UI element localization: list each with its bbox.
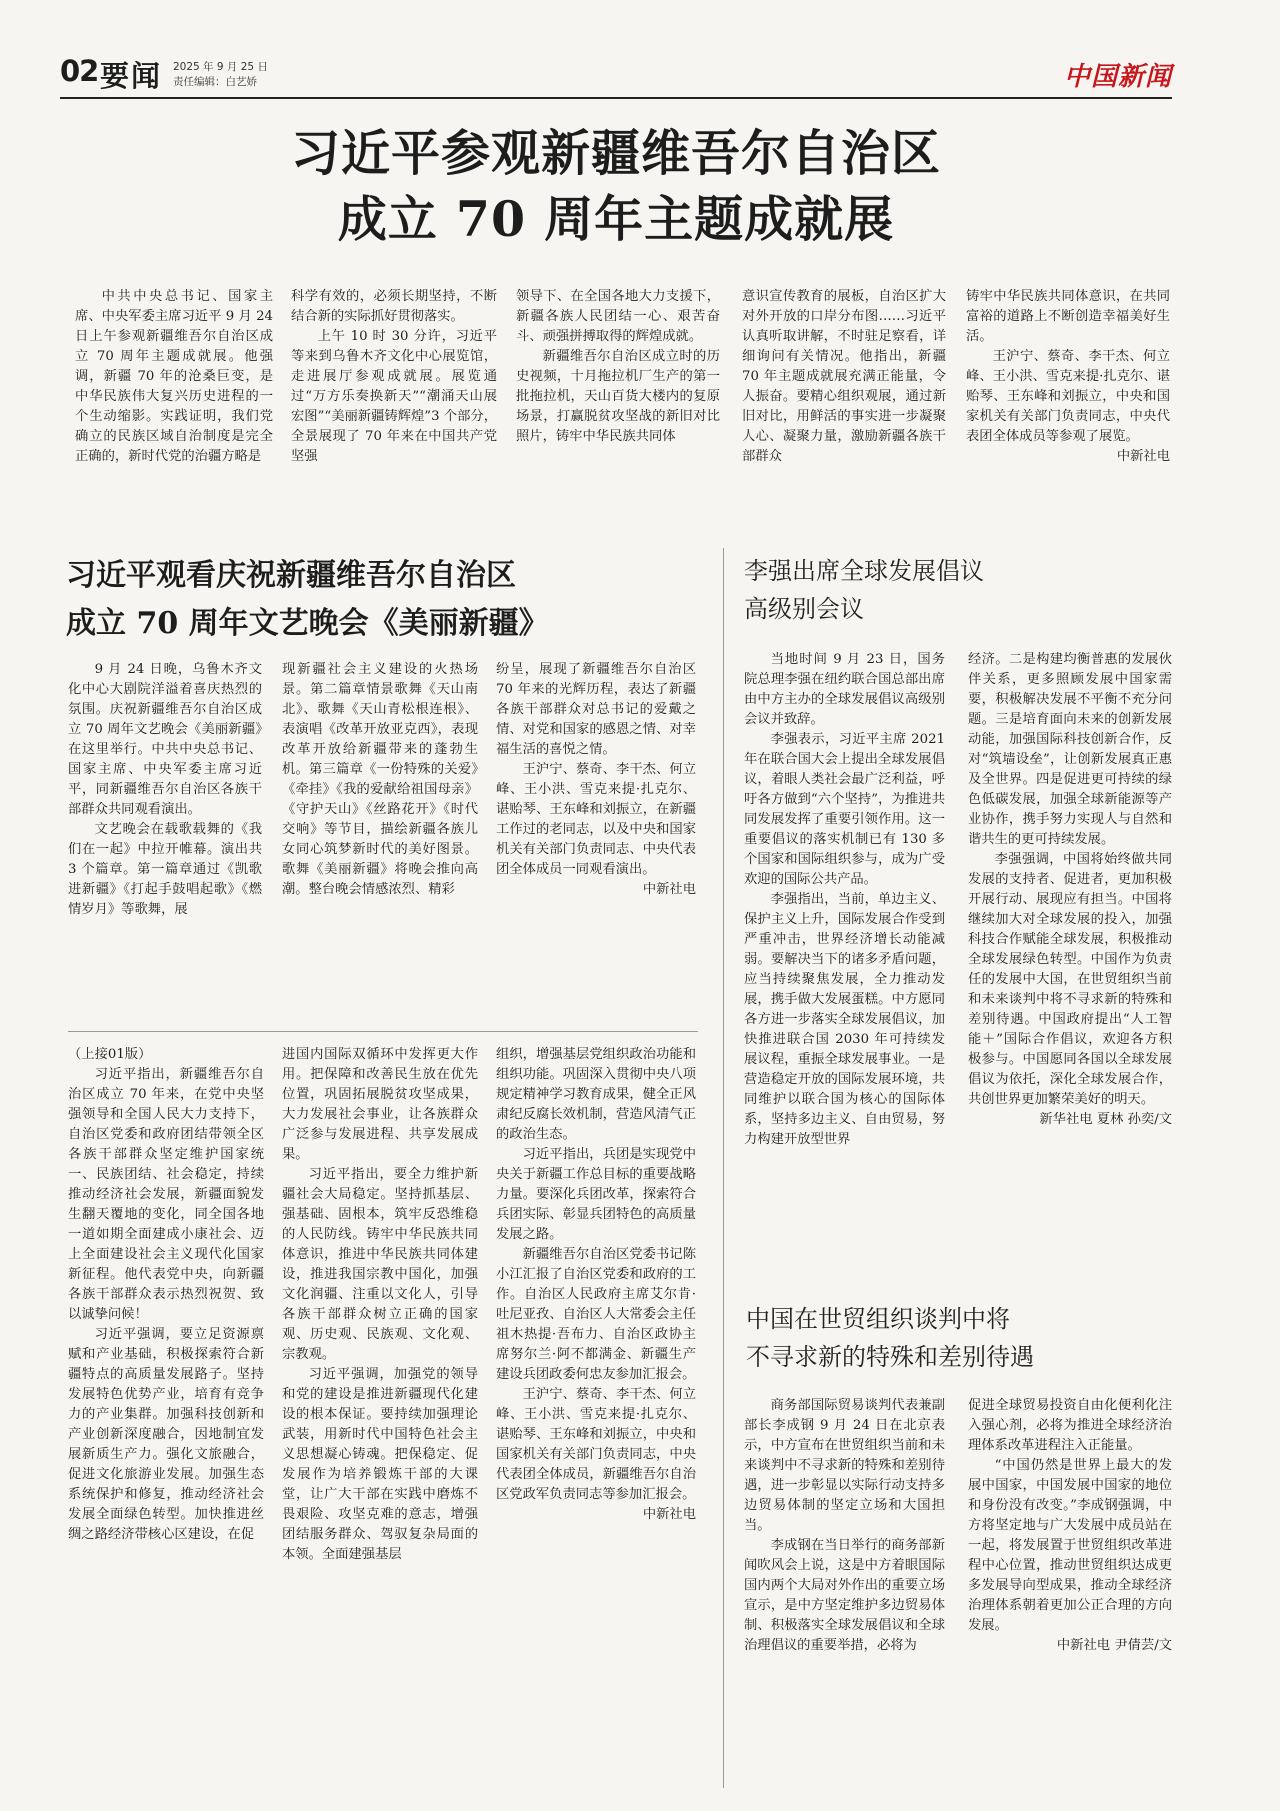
article1-column-4 xyxy=(742,287,946,467)
section-name: 要闻 xyxy=(100,59,163,93)
paragraph: 文艺晚会在载歌载舞的《我们在一起》中拉开帷幕。演出共 3 个篇章。第一篇章通过《凯歌进新疆》《打起手鼓唱起歌》《燃情岁月》等歌舞，展 xyxy=(68,822,262,917)
byline: 新华社电 夏林 孙奕/文 xyxy=(1039,1112,1172,1127)
article5-title xyxy=(746,1300,1172,1376)
paragraph: 习近平指出，新疆维吾尔自治区成立 70 年来，在党中央坚强领导和全国人民大力支持下，自治区党委和政府团结带领全区各族干部群众坚定维护国家统一、民族团结、社会稳定，持续推动经济社会发展，新疆面貌发生翻天覆地的变化，同全国各地一道如期全面建成小康社会、迈上全面建设社会主义现代化国家新征程。他代表党中央，向新疆各族干部群众表示热烈祝贺、致以诚挚问候！ xyxy=(68,1067,264,1322)
article2-column-3 xyxy=(496,660,696,900)
page-number: 02 xyxy=(60,54,99,88)
article4-title-line2: 高级别会议 xyxy=(744,595,864,623)
paragraph: 当地时间 9 月 23 日，国务院总理李强在纽约联合国总部出席由中方主办的全球发展倡议高级别会议并致辞。 xyxy=(744,652,945,727)
article1-column-3 xyxy=(516,287,720,447)
paragraph: 进国内国际双循环中发挥更大作用。把保障和改善民生放在优先位置，巩固拓展脱贫攻坚成果，大力发展社会事业，让各族群众广泛参与发展进程、共享发展成果。 xyxy=(282,1047,478,1162)
issue-date: 2025 年 9 月 25 日 xyxy=(173,61,268,73)
paragraph: 新疆维吾尔自治区党委书记陈小江汇报了自治区党委和政府的工作。自治区人民政府主席艾尔肯·吐尼亚孜、自治区人大常委会主任祖木热提·吾布力、自治区政协主席努尔兰·阿不都满金、新疆生产建设兵团政委何忠友参加汇报会。 xyxy=(496,1247,696,1382)
section-divider xyxy=(68,1031,698,1032)
article1-column-1 xyxy=(75,287,273,467)
byline: 中新社电 xyxy=(642,882,696,897)
article1-column-5 xyxy=(966,287,1170,467)
paragraph: 李强指出，当前，单边主义、保护主义上升，国际发展合作受到严重冲击，世界经济增长动能减弱。要解决当下的诸多矛盾问题，应当持续聚焦发展，全力推动发展，携手做大发展蛋糕。中方愿同各方进一步落实全球发展倡议，加快推进联合国 2030 年可持续发展议程，重振全球发展事业。一是营造稳定开放的国际发展环境，共同维护以联合国为核心的国际体系，坚持多边主义、自由贸易，努力构建开放型世界 xyxy=(744,892,945,1147)
paragraph: 习近平指出，兵团是实现党中央关于新疆工作总目标的重要战略力量。要深化兵团改革，探索符合兵团实际、彰显兵团特色的高质量发展之路。 xyxy=(496,1147,696,1242)
paragraph: 习近平指出，要全力维护新疆社会大局稳定。坚持抓基层、强基础、固根本，筑牢反恐维稳的人民防线。铸牢中华民族共同体意识，推进中华民族共同体建设，推进我国宗教中国化，加强文化润疆、注重以文化人，引导各族干部群众树立正确的国家观、历史观、民族观、文化观、宗教观。 xyxy=(282,1167,478,1362)
paragraph: 意识宣传教育的展板，自治区扩大对外开放的口岸分布图……习近平认真听取讲解，不时驻足察看，详细询问有关情况。他指出，新疆 70 年主题成就展充满正能量，令人振奋。要精心组织观展，通过新旧对比，用鲜活的事实进一步凝聚人心、凝聚力量，激励新疆各族干部群众 xyxy=(742,289,946,464)
paragraph: 9 月 24 日晚，乌鲁木齐文化中心大剧院洋溢着喜庆热烈的氛围。庆祝新疆维吾尔自治区成立 70 周年文艺晚会《美丽新疆》在这里举行。中共中央总书记、国家主席、中央军委主席习近平，同新疆维吾尔自治区各族干部群众共同观看演出。 xyxy=(68,662,262,817)
byline: 中新社电 尹倩芸/文 xyxy=(1056,1638,1172,1653)
paragraph: 纷呈，展现了新疆维吾尔自治区 70 年来的光辉历程，表达了新疆各族干部群众对总书记的爱戴之情、对党和国家的感恩之情、对幸福生活的喜悦之情。 xyxy=(496,662,696,757)
article4-column-2 xyxy=(968,650,1172,1130)
paragraph: 王沪宁、蔡奇、李干杰、何立峰、王小洪、雪克来提·扎克尔、谌贻琴、王东峰和刘振立，在新疆工作过的老同志，以及中央和国家机关有关部门负责同志、中央代表团全体成员一同观看演出。 xyxy=(496,762,696,877)
article1-title-line2: 成立 70 周年主题成就展 xyxy=(337,190,895,248)
article5-column-2 xyxy=(968,1396,1172,1656)
article2-title-line1: 习近平观看庆祝新疆维吾尔自治区 xyxy=(66,558,516,593)
article1-title xyxy=(60,120,1172,252)
issue-meta xyxy=(173,60,268,90)
article2-title-line2: 成立 70 周年文艺晚会《美丽新疆》 xyxy=(66,606,549,641)
article2-column-2 xyxy=(282,660,478,900)
paragraph: 组织，增强基层党组织政治功能和组织功能。巩固深入贯彻中央八项规定精神学习教育成果，健全正风肃纪反腐长效机制，营造风清气正的政治生态。 xyxy=(496,1047,696,1142)
paragraph: 促进全球贸易投资自由化便利化注入强心剂，必将为推进全球经济治理体系改革进程注入正能量。 xyxy=(968,1398,1172,1453)
paragraph: 中共中央总书记、国家主席、中央军委主席习近平 9 月 24 日上午参观新疆维吾尔自治区成立 70 周年主题成就展。他强调，新疆 70 年的沧桑巨变，是中华民族伟大复兴历史进程的一个生动缩影。实践证明，我们党确立的民族区域自治制度是完全正确的，新时代党的治疆方略是 xyxy=(75,289,273,464)
paragraph: 科学有效的，必须长期坚持，不断结合新的实际抓好贯彻落实。 xyxy=(291,289,497,324)
article1-title-line1: 习近平参观新疆维吾尔自治区 xyxy=(290,124,941,182)
column-divider xyxy=(723,548,724,1788)
article3-column-2 xyxy=(282,1045,478,1565)
paragraph: 现新疆社会主义建设的火热场景。第二篇章情景歌舞《天山南北》、歌舞《天山青松根连根》、表演唱《改革开放亚克西》，表现改革开放给新疆带来的蓬勃生机。第三篇章《一份特殊的关爱》《牵挂》《我的爱献给祖国母亲》《守护天山》《丝路花开》《时代交响》等节目，描绘新疆各族儿女同心筑梦新时代的美好图景。歌舞《美丽新疆》将晚会推向高潮。整台晚会情感浓烈、精彩 xyxy=(282,662,478,897)
paragraph: 王沪宁、蔡奇、李干杰、何立峰、王小洪、雪克来提·扎克尔、谌贻琴、王东峰和刘振立，中央和国家机关有关部门负责同志，中央代表团全体成员等参观了展览。 xyxy=(966,349,1170,444)
paragraph: 习近平强调，要立足资源禀赋和产业基础，积极探索符合新疆特点的高质量发展路子。坚持发展特色优势产业，培育有竞争力的产业集群。加强科技创新和产业创新深度融合，因地制宜发展新质生产力。强化文旅融合，促进文化旅游业发展。加强生态系统保护和修复，推动经济社会发展全面绿色转型。加快推进丝绸之路经济带核心区建设，在促 xyxy=(68,1327,264,1542)
article3-column-1 xyxy=(68,1045,264,1545)
continuation-note: （上接01版） xyxy=(68,1047,152,1062)
paragraph: 李强表示，习近平主席 2021 年在联合国大会上提出全球发展倡议，着眼人类社会最广泛利益，呼吁各方做到“六个坚持”，为推进共同发展发挥了重要引领作用。这一重要倡议的落实机制已有 130 多个国家和国际组织参与，成为广受欢迎的国际公共产品。 xyxy=(744,732,945,887)
paragraph: 领导下、在全国各地大力支援下，新疆各族人民团结一心、艰苦奋斗、顽强拼搏取得的辉煌成就。 xyxy=(516,289,720,344)
paragraph: 习近平强调，加强党的领导和党的建设是推进新疆现代化建设的根本保证。要持续加强理论武装，用新时代中国特色社会主义思想凝心铸魂。把保稳定、促发展作为培养锻炼干部的大课堂，让广大干部在实践中磨炼不畏艰险、攻坚克难的意志，增强团结服务群众、驾驭复杂局面的本领。全面建强基层 xyxy=(282,1367,478,1562)
article4-column-1 xyxy=(744,650,945,1150)
article2-column-1 xyxy=(68,660,262,920)
page-header xyxy=(60,54,1172,100)
article2-title xyxy=(66,552,696,648)
paragraph: “中国仍然是世界上最大的发展中国家，中国发展中国家的地位和身份没有改变。”李成钢强调，中方将坚定地与广大发展中成员站在一起，将发展置于世贸组织改革进程中心位置，推动世贸组织达成更多发展导向型成果，推动全球经济治理体系朝着更加公正合理的方向发展。 xyxy=(968,1458,1172,1633)
article5-title-line1: 中国在世贸组织谈判中将 xyxy=(746,1305,1010,1333)
paragraph: 王沪宁、蔡奇、李干杰、何立峰、王小洪、雪克来提·扎克尔、谌贻琴、王东峰和刘振立，中央和国家机关有关部门负责同志，中央代表团全体成员，新疆维吾尔自治区党政军负责同志等参加汇报会。 xyxy=(496,1387,696,1502)
paragraph: 商务部国际贸易谈判代表兼副部长李成钢 9 月 24 日在北京表示，中方宣布在世贸组织当前和未来谈判中不寻求新的特殊和差别待遇，进一步彰显以实际行动支持多边贸易体制的坚定立场和大国担当。 xyxy=(744,1398,945,1533)
paragraph: 新疆维吾尔自治区成立时的历史视频，十月拖拉机厂生产的第一批拖拉机，天山百货大楼内的复原场景，打赢脱贫攻坚战的新旧对比照片，铸牢中华民族共同体 xyxy=(516,349,720,444)
paragraph: 经济。二是构建均衡普惠的发展伙伴关系，更多照顾发展中国家需要，积极解决发展不平衡不充分问题。三是培育面向未来的创新发展动能，加强国际科技创新合作，反对“筑墙设垒”，让创新发展真正惠及全世界。四是促进更可持续的绿色低碳发展，加强全球新能源等产业协作，携手努力实现人与自然和谐共生的更可持续发展。 xyxy=(968,652,1172,847)
article4-title xyxy=(744,552,1164,628)
byline: 中新社电 xyxy=(1116,449,1170,464)
article5-title-line2: 不寻求新的特殊和差别待遇 xyxy=(746,1343,1034,1371)
article4-title-line1: 李强出席全球发展倡议 xyxy=(744,557,984,585)
editor-credit: 责任编辑：白艺娇 xyxy=(173,76,257,88)
paragraph: 李成钢在当日举行的商务部新闻吹风会上说，这是中方着眼国际国内两个大局对外作出的重要立场宣示，是中方坚定维护多边贸易体制、积极落实全球发展倡议和全球治理倡议的重要举措，必将为 xyxy=(744,1538,945,1653)
header-rule xyxy=(60,97,1172,99)
masthead-logo: 中国新闻 xyxy=(1063,62,1172,92)
paragraph: 铸牢中华民族共同体意识，在共同富裕的道路上不断创造幸福美好生活。 xyxy=(966,289,1170,344)
article3-column-3 xyxy=(496,1045,696,1525)
paragraph: 上午 10 时 30 分许，习近平等来到乌鲁木齐文化中心展览馆，走进展厅参观成就展。展览通过“万方乐奏换新天”“潮涌天山展宏图”“美丽新疆铸辉煌”3 个部分，全景展现了 70 年来在中国共产党坚强 xyxy=(291,329,497,464)
article1-column-2 xyxy=(291,287,497,467)
article5-column-1 xyxy=(744,1396,945,1656)
paragraph: 李强强调，中国将始终做共同发展的支持者、促进者，更加积极开展行动、展现应有担当。中国将继续加大对全球发展的投入，加强科技合作赋能全球发展，积极推动全球发展绿色转型。中国作为负责任的发展中大国，在世贸组织当前和未来谈判中将不寻求新的特殊和差别待遇。中国政府提出“人工智能＋”国际合作倡议，欢迎各方积极参与。中国愿同各国以全球发展倡议为依托，深化全球发展合作，共创世界更加繁荣美好的明天。 xyxy=(968,852,1172,1107)
byline: 中新社电 xyxy=(642,1507,696,1522)
